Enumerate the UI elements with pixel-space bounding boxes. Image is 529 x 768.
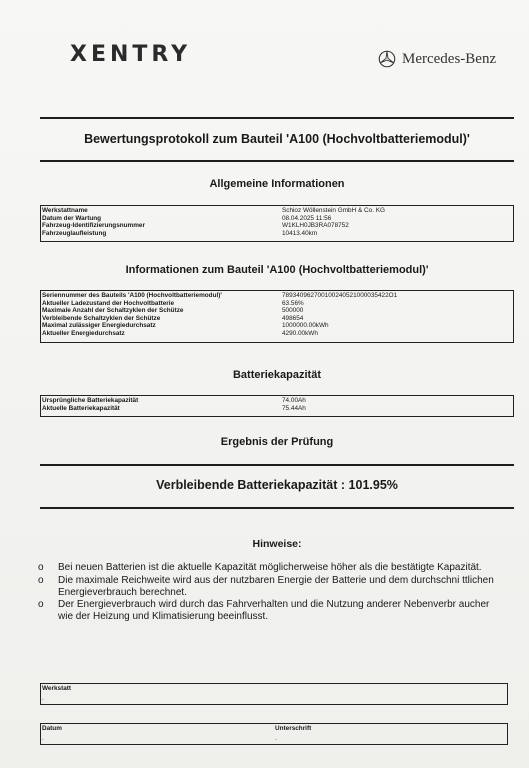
notes-heading: Hinweise: [252,538,302,550]
row-value: 498654 [282,314,304,322]
row-value: 1000000.00kWh [282,322,329,330]
table-row [41,300,513,308]
row-label: Fahrzeuglaufleistung [42,229,107,237]
table-row [41,405,513,413]
row-label: Aktuelle Batteriekapazität [42,404,120,412]
title-top-rule [40,117,514,119]
table-row [41,292,513,300]
table-row [41,230,513,238]
row-value: 500000 [282,307,304,315]
mercedes-star-icon [378,50,396,68]
component-info-table [40,290,514,343]
date-signature-field [40,723,508,745]
row-value: 74.00Ah [282,397,306,404]
result-top-rule [40,464,514,466]
general-heading: Allgemeine Informationen [209,178,345,190]
row-label: Fahrzeug-Identifizierungsnummer [42,222,145,230]
table-row [41,397,513,405]
table-row [41,222,513,230]
row-value: 4290.00kWh [282,329,318,337]
row-label: Ursprüngliche Batteriekapazität [42,397,139,404]
xentry-logo: XENTRY [70,42,192,67]
remaining-capacity-result: Verbleibende Batteriekapazität : 101.95% [156,478,398,492]
signature-value: . [275,735,277,742]
notes-list [38,562,506,624]
brand-name: Mercedes-Benz [402,50,497,67]
row-value: W1KLH0JB3RA078752 [282,222,349,230]
row-label: Datum der Wartung [42,214,102,222]
workshop-value: . [42,695,44,702]
component-heading: Informationen zum Bauteil 'A100 (Hochvoltbatteriemodul)' [125,264,429,276]
capacity-heading: Batteriekapazität [232,369,322,381]
bullet: o [38,562,44,573]
table-row [41,207,513,215]
bullet: o [38,574,44,586]
capacity-table [40,395,514,417]
row-value: 75.44Ah [282,404,306,412]
row-label: Werkstattname [42,207,88,214]
table-row [41,215,513,223]
row-value: 10413.40km [282,229,318,237]
row-value: 08.04.2025 11:56 [282,214,332,222]
result-heading: Ergebnis der Prüfung [220,436,334,448]
table-row [41,330,513,338]
result-bottom-rule [40,507,514,509]
date-value: . [42,735,44,742]
bullet: o [38,599,44,611]
row-label: Aktueller Energiedurchsatz [42,329,125,337]
row-value: 63.56% [282,299,304,307]
title-bottom-rule [40,160,514,162]
workshop-label: Werkstatt [42,685,72,692]
table-row [41,322,513,330]
table-row [41,307,513,315]
list-item [38,562,506,574]
row-value: Schioz Wöllenstein GmbH & Co. KG [282,207,385,214]
row-label: Seriennummer des Bauteils 'A100 (Hochvoltbatteriemodul)' [42,292,222,299]
row-label: Maximale Anzahl der Schaltzyklen der Schütze [42,307,184,315]
note-text: Bei neuen Batterien ist die aktuelle Kapazität möglicherweise höher als die bestätigte Kapazität. [58,562,482,573]
table-row [41,315,513,323]
row-value: 789340962700100240521000035422O1 [282,292,398,299]
note-text: Der Energieverbrauch wird durch das Fahrverhalten und die Nutzung anderer Nebenverbr aucher wie der Heizung und Klimatisierung beeinflusst. [58,599,490,623]
row-label: Maximal zulässiger Energiedurchsatz [42,322,156,330]
signature-label: Unterschrift [275,725,312,732]
workshop-field [40,683,508,705]
list-item [38,575,506,599]
document-title: Bewertungsprotokoll zum Bauteil 'A100 (Hochvoltbatteriemodul)' [84,132,470,146]
general-info-table [40,205,514,242]
note-text: Die maximale Reichweite wird aus der nutzbaren Energie der Batterie und dem durchschni ttlichen Energieverbrauch berechnet. [58,574,494,598]
row-label: Verbleibende Schaltzyklen der Schütze [42,314,161,322]
date-label: Datum [42,725,62,732]
list-item [38,599,506,623]
row-label: Aktueller Ladezustand der Hochvoltbatterie [42,299,175,307]
mercedes-benz-logo [378,50,496,68]
